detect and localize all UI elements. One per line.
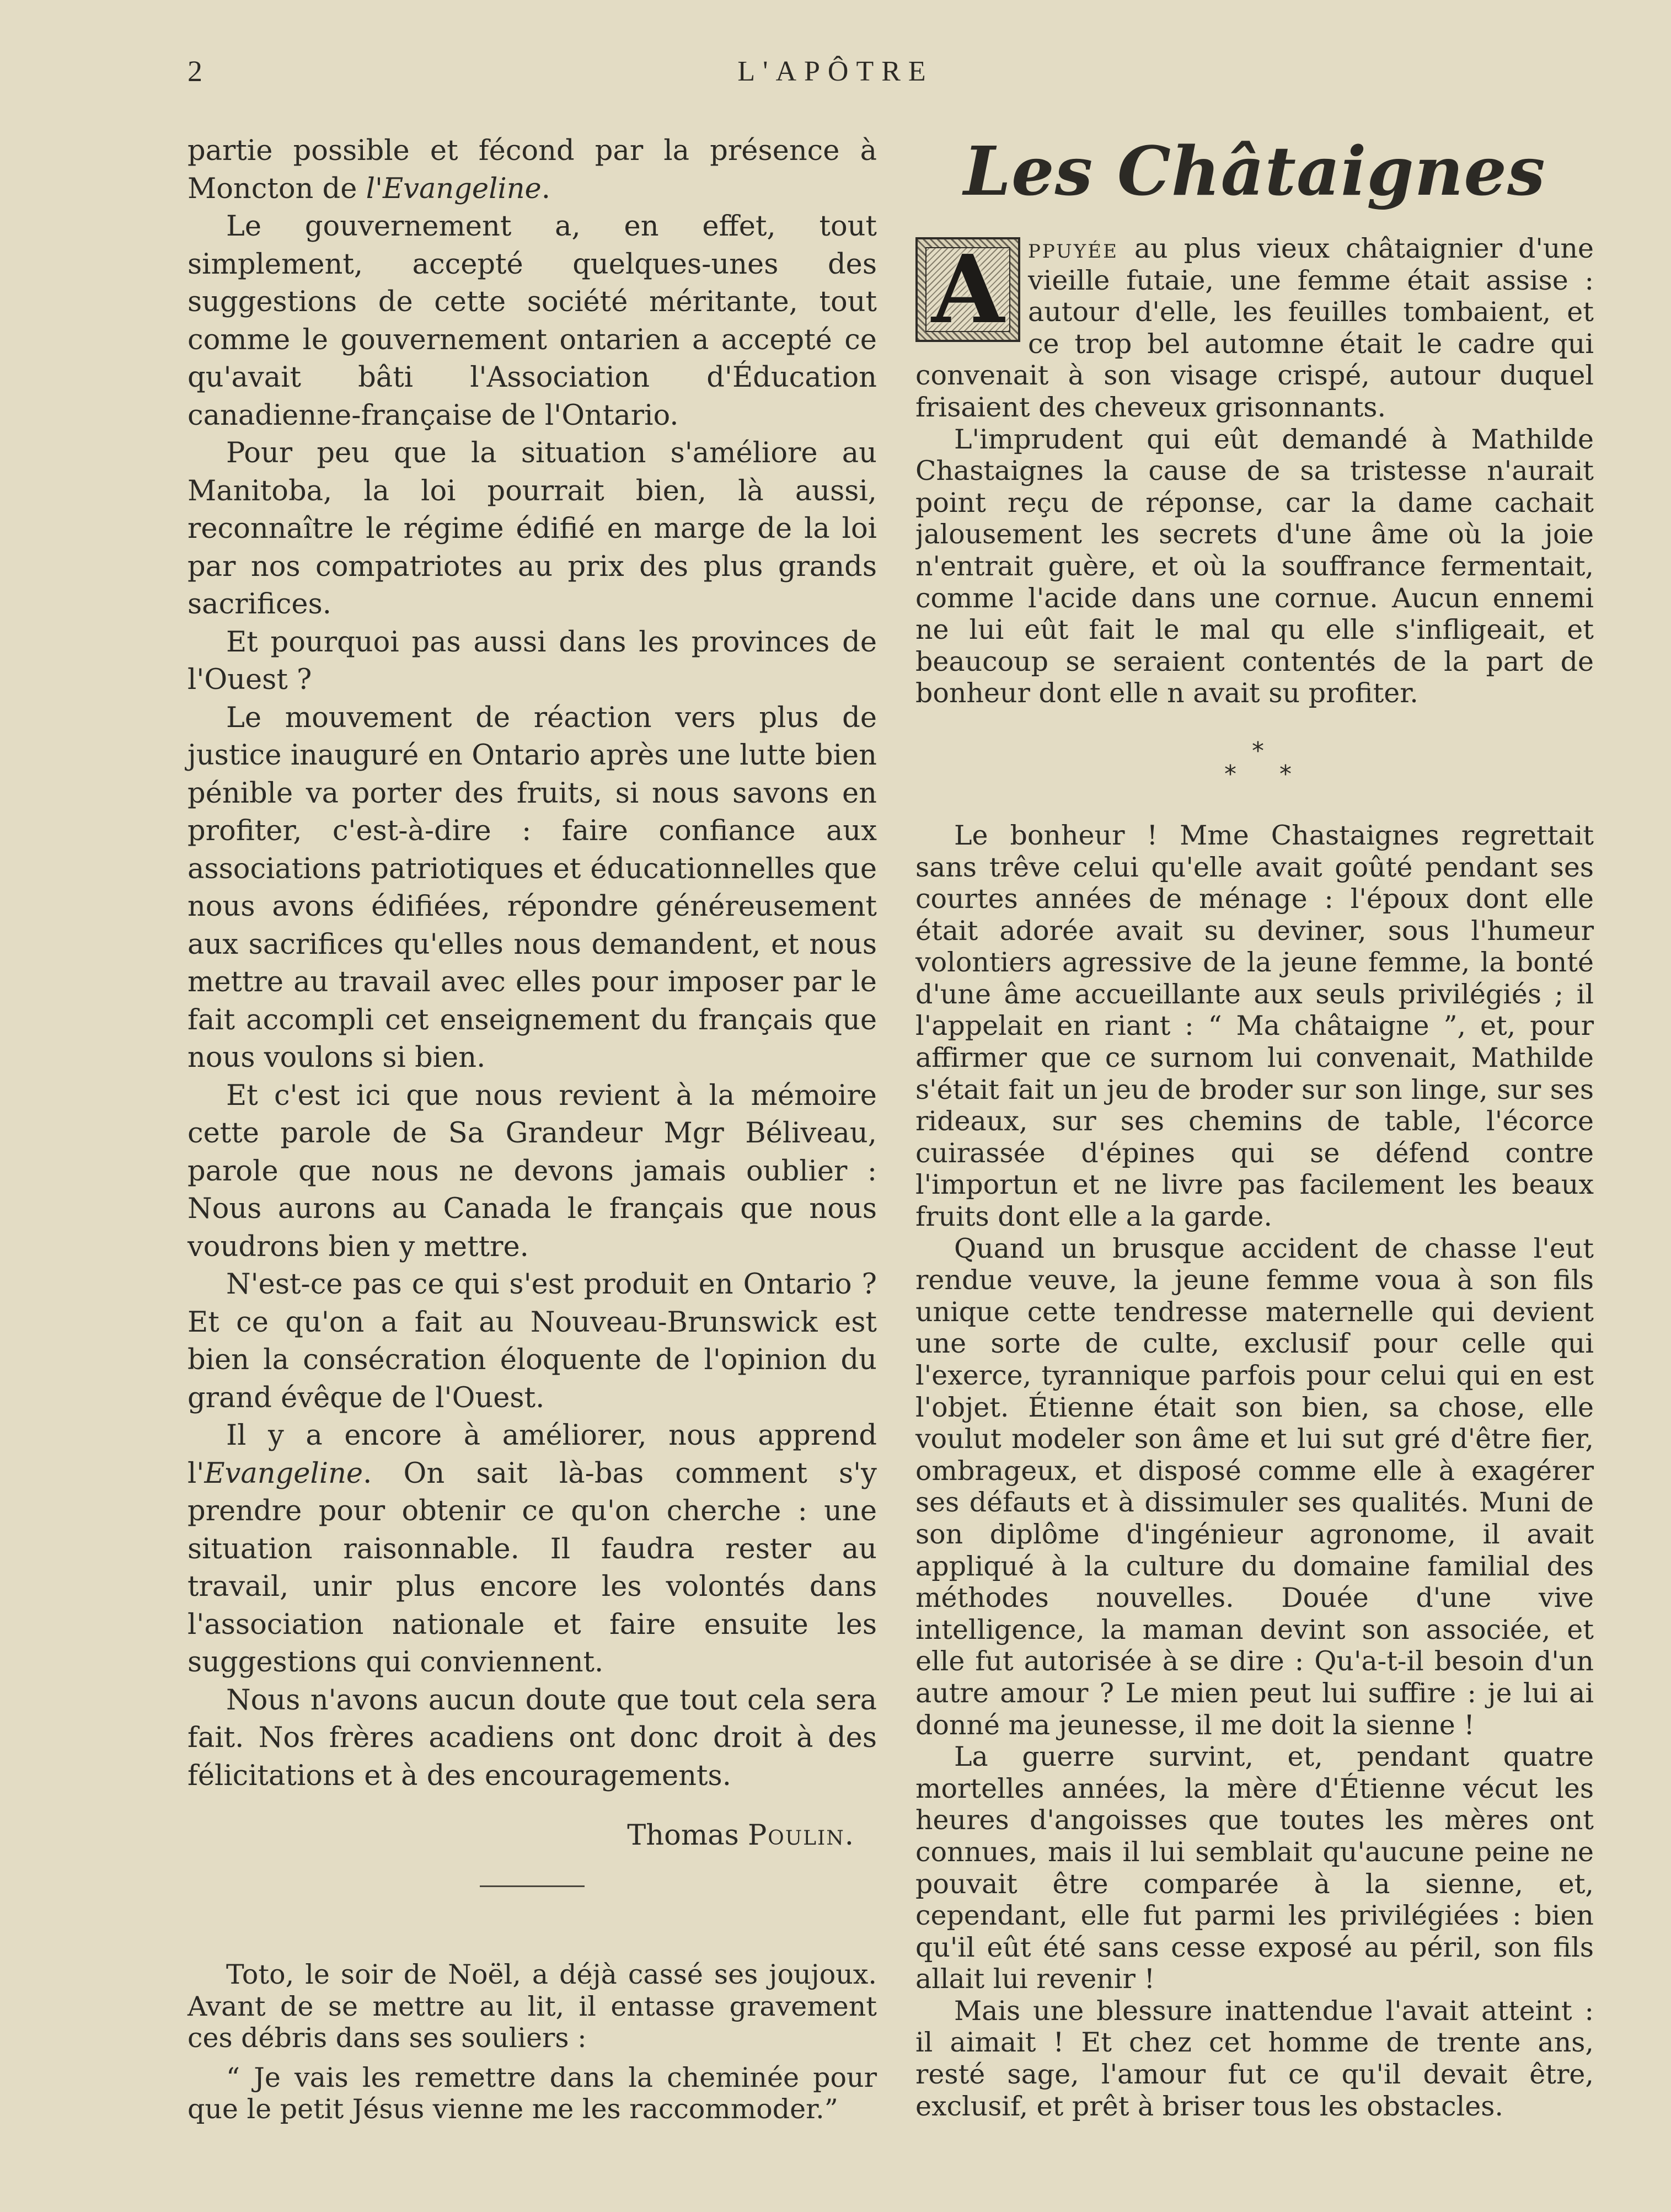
paragraph: ppuyée au plus vieux châtaignier d'une vieille futaie, une femme était assise : autour d'elle, les feuilles tombaient, et ce trop bel automne était le cadre qui convenait à son visage crispé, autour duquel frisaient des cheveux grisonnants. xyxy=(915,233,1594,423)
paragraph: “ Je vais les remettre dans la cheminée pour que le petit Jésus vienne me les raccommoder.” xyxy=(188,2061,877,2125)
paragraph: Le bonheur ! Mme Chastaignes regrettait sans trêve celui qu'elle avait goûté pendant ses courtes années de ménage : l'époux dont elle était adorée avait su deviner, sous l'humeur volontiers agressive de la jeune femme, la bonté d'une âme accueillante aux seuls privilégiés ; il l'appelait en riant : “ Ma châtaigne ”, et, pour affirmer que ce surnom lui convenait, Mathilde s'était fait un jeu de broder sur son linge, sur ses rideaux, sur ses chemins de table, l'écorce cuirassée d'épines qui se défend contre l'importun et ne livre pas facilement les beaux fruits dont elle a la garde. xyxy=(915,819,1594,1233)
dropcap-letter: A xyxy=(931,234,1004,345)
paragraph: Toto, le soir de Noël, a déjà cassé ses joujoux. Avant de se mettre au lit, il entasse gravement ces débris dans ses souliers : xyxy=(188,1959,877,2054)
paragraph: Et pourquoi pas aussi dans les provinces de l'Ouest ? xyxy=(188,626,877,696)
asterisk: * xyxy=(1279,760,1292,788)
running-head xyxy=(188,54,1483,98)
paragraph: Il y a encore à améliorer, nous apprend l'Evangeline. On sait là-bas comment s'y prendre pour obtenir ce qu'on cherche : une situation raisonnable. Il faudra rester au travail, unir plus encore les volontés dans l'association nationale et faire ensuite les suggestions qui conviennent. xyxy=(188,1419,877,1679)
article-title: Les Châtaignes xyxy=(963,131,1546,211)
opening-paragraph-block xyxy=(915,233,1594,709)
paragraph: La guerre survint, et, pendant quatre mortelles années, la mère d'Étienne vécut les heures d'angoisses que toutes les mères ont connues, mais il lui semblait qu'aucune peine ne pouvait être comparée à la sienne, et, cependant, elle fut parmi les privilégiées : bien qu'il eût été sans cesse exposé au péril, son fils allait lui revenir ! xyxy=(915,1741,1594,1995)
asterism xyxy=(915,737,1594,798)
anecdote xyxy=(188,1959,877,2125)
journal-title: L'APÔTRE xyxy=(737,56,934,87)
paragraph: Et c'est ici que nous revient à la mémoire cette parole de Sa Grandeur Mgr Béliveau, parole que nous ne devons jamais oublier : Nous aurons au Canada le français que nous voudrons bien y mettre. xyxy=(188,1079,877,1263)
asterisk: * xyxy=(1224,760,1236,788)
asterisk: * xyxy=(1252,736,1264,765)
author-signature: Thomas Poulin. xyxy=(627,1819,855,1852)
publication-name: Evangeline xyxy=(204,1457,363,1490)
paragraph: N'est-ce pas ce qui s'est produit en Ontario ? Et ce qu'on a fait au Nouveau-Brunswick est bien la consécration éloquente de l'opinion du grand évêque de l'Ouest. xyxy=(188,1268,877,1414)
ornamental-dropcap xyxy=(915,234,1020,345)
section-divider xyxy=(480,1885,585,1893)
paragraph: L'imprudent qui eût demandé à Mathilde Chastaignes la cause de sa tristesse n'aurait point reçu de réponse, car la dame cachait jalousement les secrets d'une âme où la joie n'entrait guère, et où la souffrance fermentait, comme l'acide dans une cornue. Aucun ennemi ne lui eût fait le mal qu elle s'infligeait, et beaucoup se seraient contentés de la part de bonheur dont elle n avait su profiter. xyxy=(915,423,1594,709)
paragraph: Le gouvernement a, en effet, tout simplement, accepté quelques-unes des suggestions de cette société méritante, tout comme le gouvernement ontarien a accepté ce qu'avait bâti l'Association d'Éducation canadienne-française de l'Ontario. xyxy=(188,210,877,432)
paragraph: Quand un brusque accident de chasse l'eut rendue veuve, la jeune femme voua à son fils unique cette tendresse maternelle qui devient une sorte de culte, exclusif pour celle qui l'exerce, tyrannique parfois pour celui qui en est l'objet. Étienne était son bien, sa chose, elle voulut modeler son âme et lui sut gré d'être fier, ombrageux, et disposé comme elle à exagérer ses défauts et à dissimuler ses qualités. Muni de son diplôme d'ingénieur agronome, il avait appliqué à la culture du domaine familial des méthodes nouvelles. Douée d'une vive intelligence, la maman devint son associée, et elle fut autorisée à se dire : Qu'a-t-il besoin d'un autre amour ? Le mien peut lui suffire : je lui ai donné ma jeunesse, il me doit la sienne ! xyxy=(915,1232,1594,1741)
paragraph: Mais une blessure inattendue l'avait atteint : il aimait ! Et chez cet homme de trente ans, resté sage, l'amour fut ce qu'il devait être, exclusif, et prêt à briser tous les obstacles. xyxy=(915,1995,1594,2122)
paragraph: Le mouvement de réaction vers plus de justice inauguré en Ontario après une lutte bien pénible va porter des fruits, si nous savons en profiter, c'est-à-dire : faire confiance aux associations patriotiques et éducationnelles que nous avons édifiées, répondre généreusement aux sacrifices qu'elles nous demandent, et nous mettre au travail avec elles pour imposer par le fait accompli cet enseignement du français que nous voulons si bien. xyxy=(188,701,877,1074)
right-column xyxy=(915,132,1594,2122)
page-number: 2 xyxy=(188,55,202,88)
publication-name: l'Evangeline xyxy=(366,172,542,205)
paragraph: partie possible et fécond par la présence à Moncton de l'Evangeline. xyxy=(188,135,877,205)
left-column xyxy=(188,132,877,2125)
paragraph: Nous n'avons aucun doute que tout cela sera fait. Nos frères acadiens ont donc droit à des félicitations et à des encouragements. xyxy=(188,1684,877,1792)
paragraph: Pour peu que la situation s'améliore au Manitoba, la loi pourrait bien, là aussi, reconnaître le régime édifié en marge de la loi par nos compatriotes au prix des plus grands sacrifices. xyxy=(188,437,877,621)
